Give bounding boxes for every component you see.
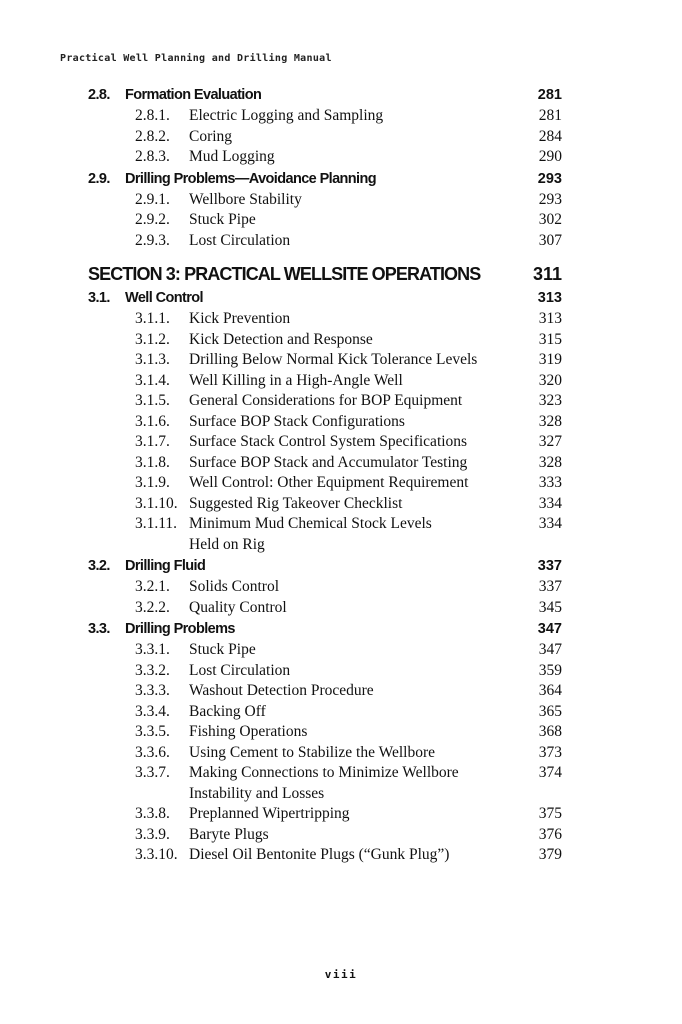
toc-entry (88, 106, 566, 127)
page-number: 345 (538, 598, 562, 616)
page-number: 374 (538, 764, 562, 781)
toc-entry (88, 371, 566, 392)
toc-entry (88, 661, 566, 682)
toc-part-heading (88, 261, 566, 287)
entry-title: Electric Logging and Sampling (189, 107, 384, 124)
page-number: 334 (538, 515, 562, 532)
page-number: 337 (537, 558, 562, 574)
toc-section-2-8 (88, 84, 566, 106)
entry-number: 3.1.3. (135, 351, 170, 368)
entry-title: Kick Prevention (189, 310, 291, 327)
entry-title-continuation: Held on Rig (189, 535, 265, 553)
page-number: 315 (538, 330, 562, 348)
section-number: 3.3. (88, 621, 110, 637)
page-number: 327 (538, 433, 562, 450)
toc-entry (88, 804, 566, 825)
toc-entry (88, 825, 566, 846)
entry-title: Surface BOP Stack and Accumulator Testing (189, 453, 468, 471)
section-title: Formation Evaluation (125, 87, 262, 103)
entry-number: 3.2.1. (135, 578, 170, 595)
entry-number: 3.2.2. (135, 598, 170, 616)
page-folio: viii (324, 968, 358, 981)
section-title: Well Control (125, 290, 203, 306)
page-number: 365 (538, 702, 562, 720)
page-number: 347 (538, 641, 562, 658)
entry-title: Stuck Pipe (189, 211, 256, 228)
toc-entry (88, 309, 566, 330)
page-number: 290 (538, 148, 562, 165)
entry-number: 3.1.9. (135, 474, 170, 491)
entry-title: Using Cement to Stabilize the Wellbore (189, 743, 435, 761)
toc-section-2-9 (88, 168, 566, 190)
section-title: Drilling Fluid (125, 558, 206, 574)
entry-number: 2.8.1. (135, 107, 170, 124)
page-number: 368 (538, 723, 562, 740)
entry-title: Preplanned Wipertripping (189, 805, 350, 822)
entry-title: Kick Detection and Response (189, 330, 373, 348)
entry-title: General Considerations for BOP Equipment (189, 392, 463, 409)
entry-number: 3.1.7. (135, 433, 170, 450)
entry-number: 3.3.5. (135, 723, 170, 740)
entry-number: 3.1.1. (135, 310, 170, 327)
table-of-contents (88, 84, 566, 866)
entry-title: Lost Circulation (189, 661, 291, 679)
entry-number: 2.8.2. (135, 127, 170, 145)
entry-number: 3.1.4. (135, 371, 170, 389)
section-title: Drilling Problems (125, 621, 235, 637)
entry-title: Diesel Oil Bentonite Plugs (“Gunk Plug”) (189, 846, 450, 863)
running-header: Practical Well Planning and Drilling Manual (60, 53, 332, 64)
page-number: 323 (538, 392, 562, 409)
toc-entry (88, 702, 566, 723)
section-number: 3.1. (88, 290, 110, 306)
entry-title: Coring (189, 127, 233, 145)
entry-title: Surface BOP Stack Configurations (189, 412, 405, 430)
toc-entry (88, 845, 566, 866)
entry-title: Mud Logging (189, 148, 275, 165)
entry-number: 3.3.7. (135, 764, 170, 781)
toc-entry (88, 763, 566, 804)
toc-entry (88, 147, 566, 168)
section-number: 3.2. (88, 558, 110, 574)
entry-number: 2.8.3. (135, 148, 170, 165)
entry-title: Drilling Below Normal Kick Tolerance Levels (189, 351, 478, 368)
page-number: 281 (537, 87, 562, 103)
page-number: 313 (538, 310, 562, 327)
page-number: 379 (538, 846, 562, 863)
section-number: 2.8. (88, 87, 110, 103)
page-number: 302 (538, 211, 562, 228)
page-number: 320 (538, 371, 562, 389)
entry-title: Minimum Mud Chemical Stock Levels (189, 515, 432, 532)
page-number: 373 (538, 743, 562, 761)
toc-entry (88, 210, 566, 231)
entry-number: 2.9.2. (135, 211, 170, 228)
entry-title: Solids Control (189, 578, 280, 595)
page-number: 284 (538, 127, 562, 145)
page-number: 313 (537, 290, 562, 306)
page-number: 375 (538, 805, 562, 822)
toc-entry (88, 391, 566, 412)
page-number: 337 (538, 578, 562, 595)
toc-entry (88, 598, 566, 619)
entry-title: Making Connections to Minimize Wellbore (189, 764, 459, 781)
entry-title: Surface Stack Control System Specifications (189, 433, 468, 450)
section-number: 2.9. (88, 170, 110, 187)
entry-title: Quality Control (189, 598, 287, 616)
page-number: 328 (538, 453, 562, 471)
entry-title: Wellbore Stability (189, 190, 302, 208)
entry-number: 3.3.10. (135, 846, 178, 863)
entry-number: 2.9.3. (135, 231, 170, 249)
entry-number: 3.1.11. (135, 515, 178, 532)
entry-number: 3.3.3. (135, 682, 170, 699)
toc-section-3-2 (88, 555, 566, 577)
entry-number: 3.1.2. (135, 330, 170, 348)
entry-number: 3.1.8. (135, 453, 170, 471)
page-number: 364 (538, 682, 562, 699)
page-number: 311 (532, 264, 562, 284)
toc-entry (88, 722, 566, 743)
page-number: 376 (538, 825, 562, 843)
entry-number: 3.3.6. (135, 743, 170, 761)
toc-entry (88, 350, 566, 371)
toc-entry (88, 494, 566, 515)
toc-entry (88, 514, 566, 555)
toc-entry (88, 127, 566, 148)
section-title: Drilling Problems—Avoidance Planning (125, 170, 376, 187)
page-number: 334 (538, 494, 562, 512)
toc-entry (88, 743, 566, 764)
page-number: 281 (538, 107, 562, 124)
page-number: 307 (538, 231, 562, 249)
toc-entry (88, 453, 566, 474)
page-number: 328 (538, 412, 562, 430)
entry-title: Lost Circulation (189, 231, 291, 249)
toc-entry (88, 231, 566, 252)
toc-entry (88, 473, 566, 494)
page-number: 359 (538, 661, 562, 679)
entry-title: Suggested Rig Takeover Checklist (189, 494, 403, 512)
entry-number: 3.1.5. (135, 392, 170, 409)
entry-title: Stuck Pipe (189, 641, 256, 658)
toc-entry (88, 640, 566, 661)
toc-entry (88, 577, 566, 598)
entry-title-continuation: Instability and Losses (189, 784, 325, 802)
page-number: 293 (537, 170, 562, 187)
entry-title: Backing Off (189, 702, 266, 720)
page-number: 333 (538, 474, 562, 491)
entry-number: 3.1.10. (135, 494, 178, 512)
entry-title: Well Killing in a High-Angle Well (189, 371, 403, 389)
toc-entry (88, 190, 566, 211)
toc-section-3-3 (88, 618, 566, 640)
entry-title: Well Control: Other Equipment Requirement (189, 474, 469, 491)
entry-number: 3.1.6. (135, 412, 170, 430)
part-title: SECTION 3: PRACTICAL WELLSITE OPERATIONS (88, 264, 481, 284)
entry-number: 2.9.1. (135, 190, 170, 208)
toc-entry (88, 432, 566, 453)
toc-entry (88, 681, 566, 702)
entry-title: Baryte Plugs (189, 825, 269, 843)
entry-title: Fishing Operations (189, 723, 308, 740)
toc-entry (88, 412, 566, 433)
toc-entry (88, 330, 566, 351)
entry-number: 3.3.8. (135, 805, 170, 822)
page-number: 347 (537, 621, 562, 637)
entry-number: 3.3.4. (135, 702, 170, 720)
toc-section-3-1 (88, 287, 566, 309)
page-number: 319 (538, 351, 562, 368)
page-number: 293 (538, 190, 562, 208)
entry-number: 3.3.2. (135, 661, 170, 679)
entry-number: 3.3.9. (135, 825, 170, 843)
entry-title: Washout Detection Procedure (189, 682, 374, 699)
entry-number: 3.3.1. (135, 641, 170, 658)
